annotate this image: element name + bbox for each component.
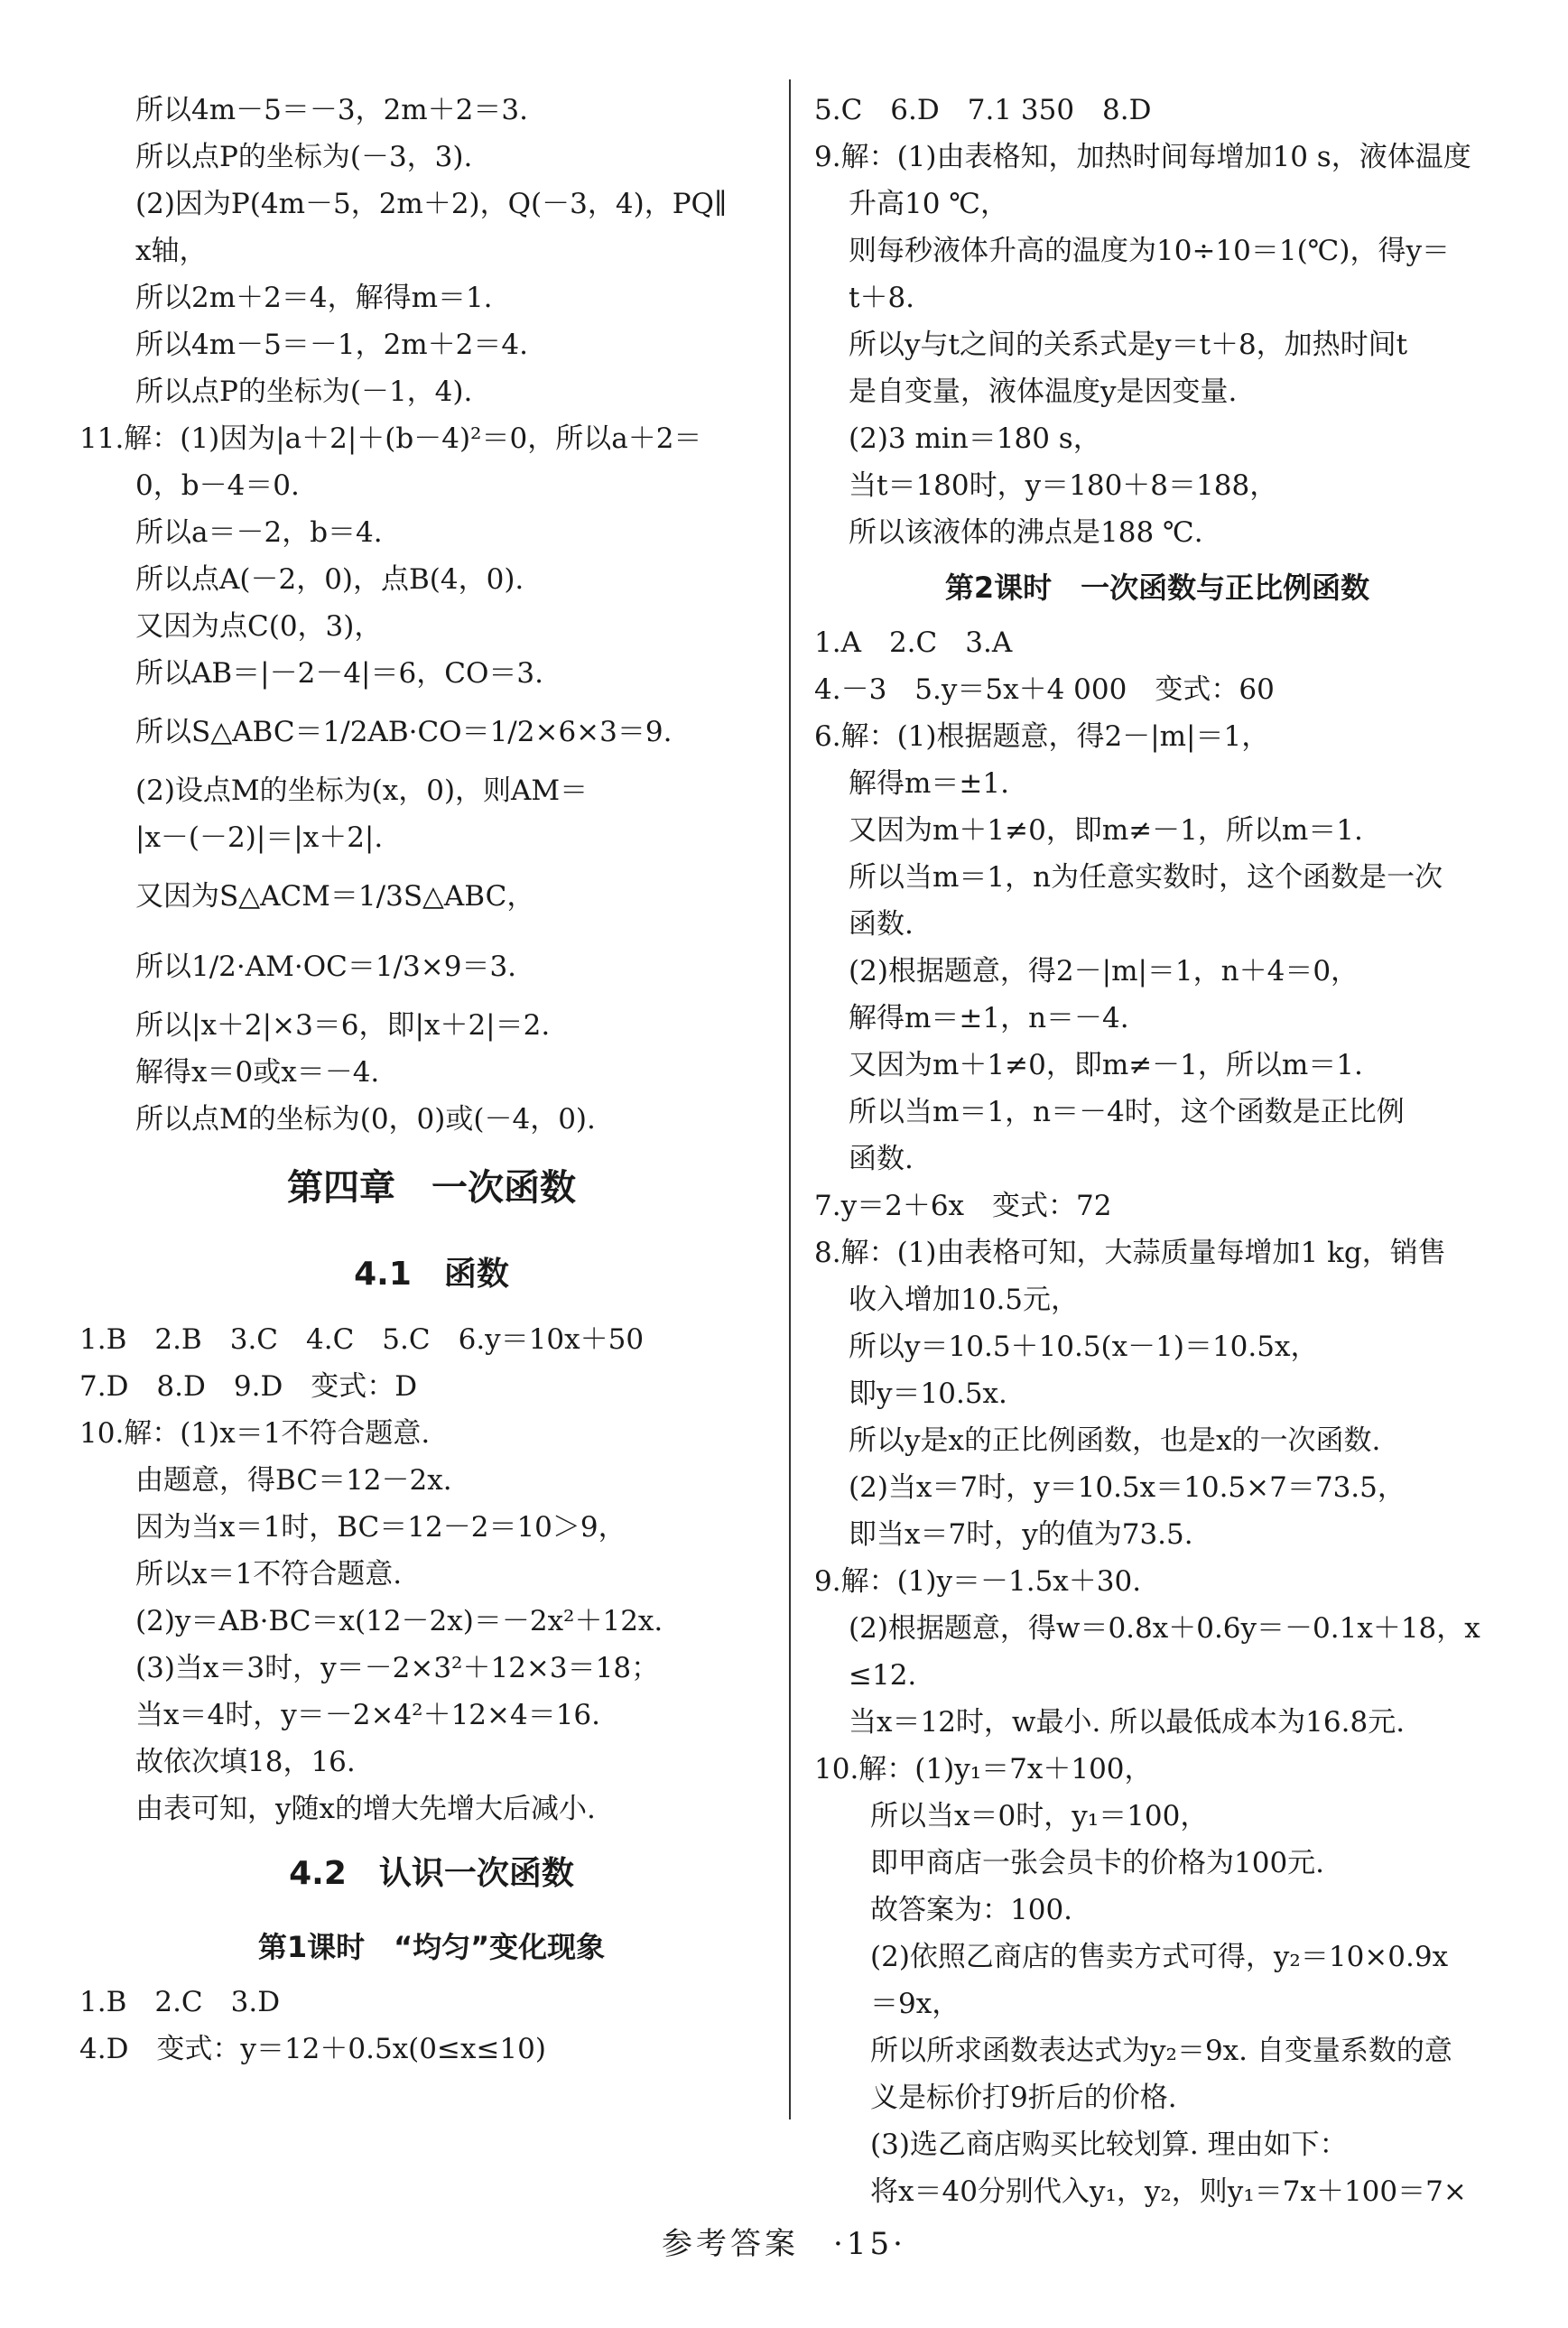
right-line-31: 9.解：(1)y＝－1.5x＋30. (814, 1565, 1142, 1598)
right-line-15: 又因为m＋1≠0，即m≠－1，所以m＝1. (849, 814, 1363, 847)
left-line-2: (2)因为P(4m－5，2m＋2)，Q(－3，4)，PQ∥ (135, 188, 728, 220)
right-line-32: (2)根据题意，得w＝0.8x＋0.6y＝－0.1x＋18，x (849, 1612, 1480, 1645)
left-line-20: 所以点M的坐标为(0，0)或(－4，0). (135, 1103, 596, 1136)
right-line-19: 解得m＝±1，n＝－4. (849, 1002, 1129, 1034)
left-line-11: 又因为点C(0，3)， (135, 610, 383, 643)
left-line-0: 所以4m－5＝－3，2m＋2＝3. (135, 94, 528, 126)
chapter-heading: 第四章 一次函数 (287, 1167, 576, 1209)
left-line-7: 11.解：(1)因为|a＋2|＋(b－4)²＝0，所以a＋2＝ (79, 422, 702, 455)
left-line-33: 由表可知，y随x的增大先增大后减小. (135, 1793, 596, 1825)
right-line-38: 故答案为：100. (870, 1894, 1073, 1926)
left-line-14: (2)设点M的坐标为(x，0)，则AM＝ (135, 774, 589, 807)
left-line-10: 所以点A(－2，0)，点B(4，0). (135, 563, 524, 596)
right-line-33: ≤12. (849, 1659, 917, 1692)
right-line-21: 所以当m＝1，n＝－4时，这个函数是正比例 (849, 1096, 1405, 1128)
left-line-24: 7.D 8.D 9.D 变式：D (79, 1370, 418, 1403)
left-line-1: 所以点P的坐标为(－3，3). (135, 141, 473, 173)
right-line-24: 8.解：(1)由表格可知，大蒜质量每增加1 kg，销售 (814, 1237, 1446, 1269)
right-line-9: 所以该液体的沸点是188 ℃. (849, 516, 1203, 549)
left-line-26: 由题意，得BC＝12－2x. (135, 1464, 452, 1497)
right-line-0: 5.C 6.D 7.1 350 8.D (814, 94, 1152, 126)
right-line-44: 将x＝40分别代入y₁，y₂，则y₁＝7x＋100＝7× (870, 2175, 1467, 2208)
left-line-5: 所以4m－5＝－1，2m＋2＝4. (135, 329, 528, 361)
left-line-9: 所以a＝－2，b＝4. (135, 516, 383, 549)
right-line-42: 义是标价打9折后的价格. (870, 2082, 1177, 2114)
left-line-36: 1.B 2.C 3.D (79, 1986, 281, 2018)
right-line-3: 则每秒液体升高的温度为10÷10＝1(℃)，得y＝ (849, 235, 1450, 267)
left-line-13: 所以S△ABC＝1/2AB·CO＝1/2×6×3＝9. (135, 716, 673, 748)
right-line-13: 6.解：(1)根据题意，得2－|m|＝1， (814, 720, 1270, 753)
right-line-36: 所以当x＝0时，y₁＝100， (870, 1800, 1209, 1832)
left-line-19: 解得x＝0或x＝－4. (135, 1056, 380, 1089)
left-line-23: 1.B 2.B 3.C 4.C 5.C 6.y＝10x＋50 (79, 1323, 645, 1356)
lesson-heading: 第1课时 “均匀”变化现象 (257, 1930, 606, 1964)
right-line-41: 所以所求函数表达式为y₂＝9x. 自变量系数的意 (870, 2035, 1452, 2067)
right-line-1: 9.解：(1)由表格知，加热时间每增加10 s，液体温度 (814, 141, 1471, 173)
left-line-17: 所以1/2·AM·OC＝1/3×9＝3. (135, 951, 517, 983)
left-line-32: 故依次填18，16. (135, 1746, 356, 1778)
right-line-22: 函数. (849, 1143, 914, 1175)
left-line-4: 所以2m＋2＝4，解得m＝1. (135, 282, 493, 314)
left-line-16: 又因为S△ACM＝1/3S△ABC， (135, 880, 535, 913)
page-footer: 参考答案 ·15· (662, 2226, 906, 2262)
right-line-18: (2)根据题意，得2－|m|＝1，n＋4＝0， (849, 955, 1359, 988)
right-line-20: 又因为m＋1≠0，即m≠－1，所以m＝1. (849, 1049, 1363, 1081)
right-line-26: 所以y＝10.5＋10.5(x－1)＝10.5x， (849, 1331, 1319, 1363)
left-line-30: (3)当x＝3时，y＝－2×3²＋12×3＝18； (135, 1652, 660, 1684)
left-line-29: (2)y＝AB·BC＝x(12－2x)＝－2x²＋12x. (135, 1605, 663, 1637)
right-line-2: 升高10 ℃， (849, 188, 1008, 220)
left-line-31: 当x＝4时，y＝－2×4²＋12×4＝16. (135, 1699, 601, 1731)
left-line-28: 所以x＝1不符合题意. (135, 1558, 403, 1591)
left-line-8: 0，b－4＝0. (135, 469, 300, 502)
left-line-37: 4.D 变式：y＝12＋0.5x(0≤x≤10) (79, 2033, 546, 2065)
right-line-35: 10.解：(1)y₁＝7x＋100， (814, 1753, 1153, 1785)
right-line-8: 当t＝180时，y＝180＋8＝188， (849, 469, 1278, 502)
right-line-4: t＋8. (849, 282, 915, 314)
right-line-43: (3)选乙商店购买比较划算. 理由如下： (870, 2129, 1348, 2161)
right-line-39: (2)依照乙商店的售卖方式可得，y₂＝10×0.9x (870, 1941, 1449, 1973)
left-line-12: 所以AB＝|－2－4|＝6，CO＝3. (135, 657, 543, 690)
right-line-40: ＝9x， (870, 1988, 960, 2020)
right-line-16: 所以当m＝1，n为任意实数时，这个函数是一次 (849, 861, 1443, 894)
lesson-heading: 第2课时 一次函数与正比例函数 (944, 570, 1370, 605)
right-line-14: 解得m＝±1. (849, 767, 1009, 800)
left-line-25: 10.解：(1)x＝1不符合题意. (79, 1417, 431, 1450)
right-line-7: (2)3 min＝180 s， (849, 422, 1101, 455)
right-line-37: 即甲商店一张会员卡的价格为100元. (870, 1847, 1325, 1879)
right-line-30: 即当x＝7时，y的值为73.5. (849, 1518, 1193, 1551)
right-column (814, 87, 1500, 2215)
right-line-11: 1.A 2.C 3.A (814, 626, 1013, 659)
right-line-17: 函数. (849, 908, 914, 941)
section-heading: 4.1 函数 (354, 1256, 509, 1293)
section-heading: 4.2 认识一次函数 (289, 1855, 574, 1892)
left-line-3: x轴， (135, 235, 208, 267)
right-line-12: 4.－3 5.y＝5x＋4 000 变式：60 (814, 673, 1275, 706)
right-line-29: (2)当x＝7时，y＝10.5x＝10.5×7＝73.5， (849, 1471, 1406, 1504)
right-line-34: 当x＝12时，w最小. 所以最低成本为16.8元. (849, 1706, 1406, 1739)
column-divider (789, 79, 791, 2119)
left-column (79, 87, 784, 2073)
right-line-25: 收入增加10.5元， (849, 1284, 1080, 1316)
left-line-6: 所以点P的坐标为(－1，4). (135, 376, 473, 408)
right-line-5: 所以y与t之间的关系式是y＝t＋8，加热时间t (849, 329, 1408, 361)
right-line-23: 7.y＝2＋6x 变式：72 (814, 1190, 1112, 1222)
right-line-27: 即y＝10.5x. (849, 1377, 1007, 1410)
right-line-6: 是自变量，液体温度y是因变量. (849, 376, 1238, 408)
left-line-27: 因为当x＝1时，BC＝12－2＝10＞9， (135, 1511, 626, 1544)
right-line-28: 所以y是x的正比例函数，也是x的一次函数. (849, 1424, 1381, 1457)
left-line-18: 所以|x＋2|×3＝6，即|x＋2|＝2. (135, 1009, 551, 1042)
left-line-15: |x－(－2)|＝|x＋2|. (135, 821, 384, 854)
